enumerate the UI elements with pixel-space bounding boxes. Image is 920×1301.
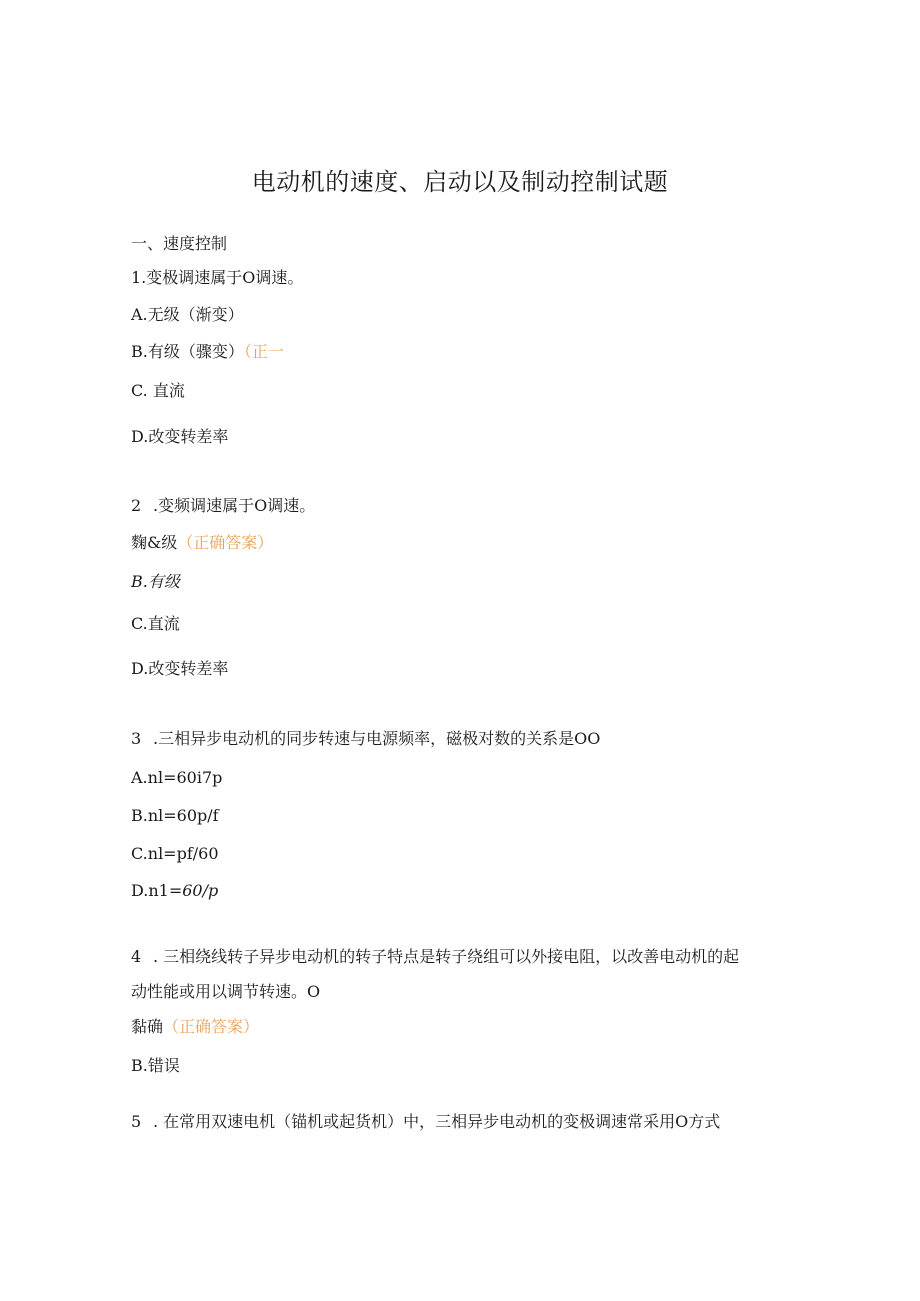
question-number: 5 <box>131 1112 142 1131</box>
correct-answer-mark: （正一 <box>243 342 284 361</box>
question-text: .变频调速属于O调速。 <box>153 496 316 515</box>
option-d-formula: =60∕p <box>168 881 219 900</box>
correct-answer-mark: （正确答案） <box>177 533 274 552</box>
question-3-option-a: A.nl=60i7p <box>131 768 223 787</box>
question-2-option-c: C.直流 <box>131 614 180 633</box>
question-3-stem <box>131 729 600 749</box>
question-4-stem-line-2: 动性能或用以调节转速。O <box>131 982 321 1001</box>
option-d-prefix: D.n1 <box>131 881 169 900</box>
question-3-option-d <box>131 881 218 901</box>
question-2-stem <box>131 496 315 516</box>
option-a-text: 麴&级 <box>131 533 178 552</box>
question-4-option-a <box>131 1017 259 1037</box>
question-2-option-a <box>131 533 273 553</box>
question-5-stem <box>131 1112 720 1132</box>
question-4-stem-line-1 <box>131 947 739 967</box>
question-1-option-a: A.无级（渐变） <box>131 305 244 324</box>
question-3-option-b: B.nl=60p∕f <box>131 806 219 825</box>
correct-answer-mark: （正确答案） <box>163 1017 260 1036</box>
question-number: 3 <box>131 729 142 748</box>
question-number: 4 <box>131 947 142 966</box>
question-text: . 在常用双速电机（锚机或起货机）中，三相异步电动机的变极调速常采用O方式 <box>153 1112 721 1131</box>
question-3-option-c: C.nl=pf∕60 <box>131 844 219 863</box>
question-text: .三相异步电动机的同步转速与电源频率，磁极对数的关系是OO <box>153 729 601 748</box>
question-text: . 三相绕线转子异步电动机的转子特点是转子绕组可以外接电阻，以改善电动机的起 <box>153 947 740 966</box>
question-number: 2 <box>131 496 142 515</box>
option-a-text: 黏确 <box>131 1017 164 1036</box>
question-1-option-b <box>131 342 284 362</box>
question-2-option-b: B.有级 <box>131 572 180 591</box>
question-4-option-b: B.错误 <box>131 1056 180 1075</box>
section-heading: 一、速度控制 <box>131 234 228 253</box>
question-1-option-c: C. 直流 <box>131 381 185 400</box>
question-2-option-d: D.改变转差率 <box>131 659 229 678</box>
question-1-option-d: D.改变转差率 <box>131 427 229 446</box>
option-b-text: B.有级（骤变） <box>131 342 244 361</box>
question-1-stem: 1.变极调速属于O调速。 <box>131 268 304 287</box>
page-title: 电动机的速度、启动以及制动控制试题 <box>251 168 669 196</box>
